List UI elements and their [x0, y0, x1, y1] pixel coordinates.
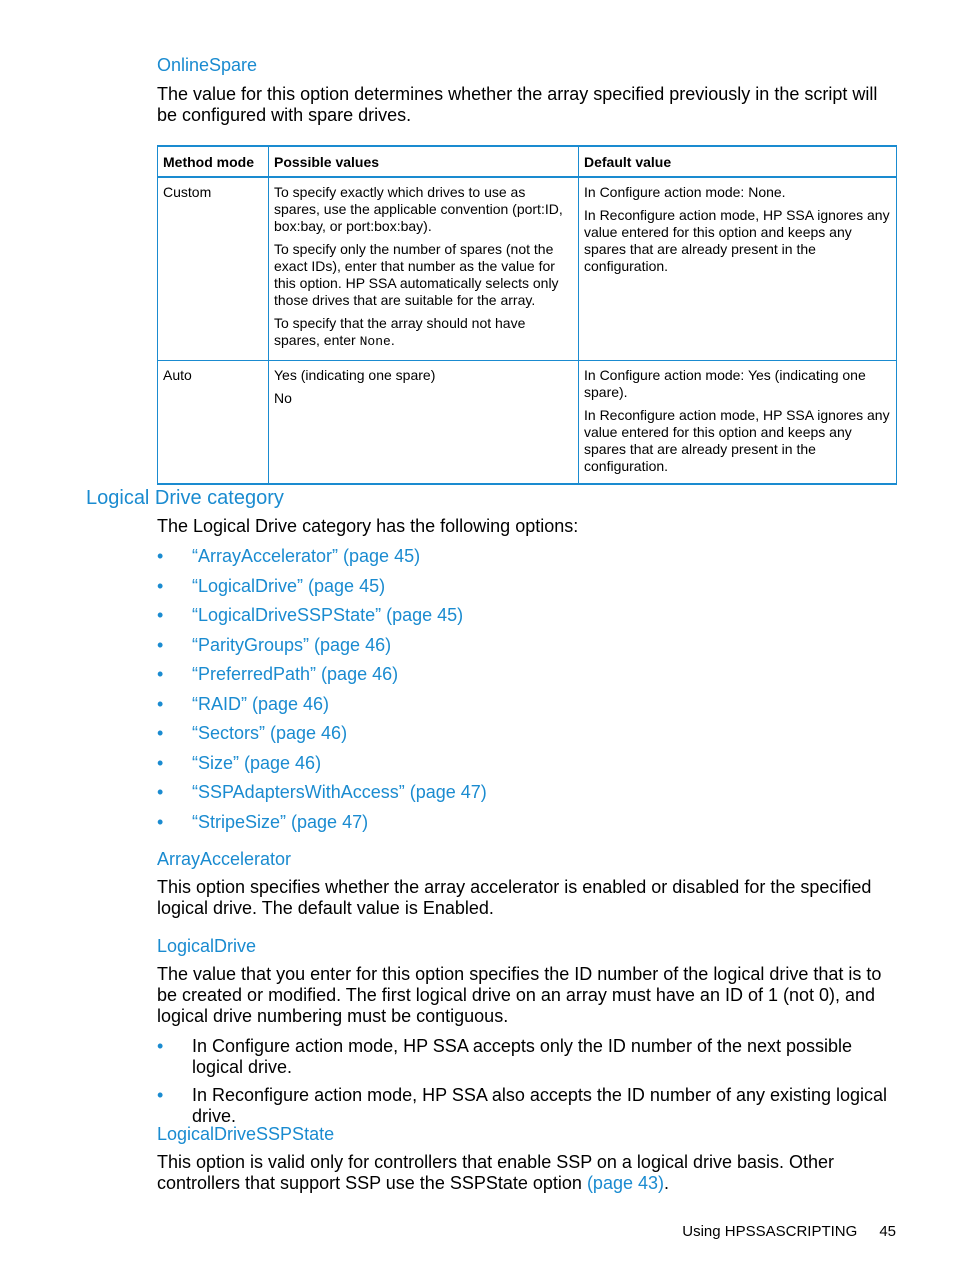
- list-item: [157, 663, 487, 693]
- option-link[interactable]: “ArrayAccelerator” (page 45): [192, 546, 421, 566]
- list-item: [157, 634, 487, 664]
- list-item: [157, 575, 487, 605]
- code-none: None: [359, 334, 391, 349]
- option-link[interactable]: “Size” (page 46): [192, 752, 322, 773]
- cell-text-suffix: .: [390, 332, 395, 348]
- option-link[interactable]: “LogicalDriveSSPState” (page 45): [192, 605, 464, 625]
- cell-possible: [269, 360, 579, 484]
- bullet-icon: •: [157, 664, 164, 684]
- logicaldrive-bullets: [157, 1036, 902, 1127]
- header-possible-values: Possible values: [269, 146, 579, 177]
- cell-default: [579, 177, 897, 360]
- option-link[interactable]: “RAID” (page 46): [192, 693, 330, 714]
- cell-possible: [269, 177, 579, 360]
- footer-section-title: Using HPSSASCRIPTING: [682, 1223, 858, 1240]
- bullet-icon: •: [157, 811, 164, 832]
- table-row: [158, 177, 897, 360]
- bullet-icon: •: [157, 634, 164, 655]
- option-link[interactable]: “ParityGroups” (page 46): [192, 634, 392, 655]
- cell-text: [274, 315, 573, 350]
- heading-logicaldrivesspstate: LogicalDriveSSPState: [157, 1124, 335, 1144]
- arrayaccelerator-description: This option specifies whether the array accelerator is enabled or disabled for the specified logical drive. The default value is Enabled.: [157, 877, 872, 918]
- bullet-text: In Reconfigure action mode, HP SSA also accepts the ID number of any existing logical drive.: [192, 1085, 888, 1126]
- page-43-link[interactable]: (page 43): [586, 1173, 664, 1193]
- bullet-icon: •: [157, 723, 164, 743]
- cell-text: To specify only the number of spares (not the exact IDs), enter that number as the value for this option. HP SSA automatically selects only those drives that are suitable for the array.: [274, 241, 559, 308]
- list-item: [157, 1036, 902, 1078]
- table-header-row: [158, 146, 897, 177]
- option-link[interactable]: “LogicalDrive” (page 45): [192, 575, 386, 596]
- cell-text-prefix: To specify that the array should not have spares, enter: [274, 315, 526, 348]
- cell-text: In Configure action mode: Yes (indicating one spare).: [584, 366, 866, 400]
- cell-mode: Custom: [158, 177, 269, 360]
- option-link[interactable]: “StripeSize” (page 47): [192, 811, 369, 832]
- heading-onlinespare: OnlineSpare: [157, 55, 258, 75]
- bullet-icon: •: [157, 752, 164, 773]
- option-link[interactable]: “SSPAdaptersWithAccess” (page 47): [192, 782, 487, 802]
- heading-arrayaccelerator: ArrayAccelerator: [157, 849, 292, 869]
- cell-text: To specify exactly which drives to use as spares, use the applicable convention (port:ID, box:bay, or port:box:bay).: [274, 184, 563, 234]
- cell-text: No: [274, 389, 292, 406]
- option-link[interactable]: “PreferredPath” (page 46): [192, 664, 399, 684]
- onlinespare-description: The value for this option determines whether the array specified previously in the script will be configured with spare drives.: [157, 84, 878, 125]
- cell-text: In Reconfigure action mode, HP SSA ignores any value entered for this option and keeps any spares that are already present in the configuration.: [584, 207, 890, 274]
- description-suffix: .: [664, 1173, 670, 1193]
- header-method-mode: Method mode: [158, 146, 269, 177]
- description-text: This option is valid only for controllers that enable SSP on a logical drive basis. Other controllers that support SSP use the SSPState option: [157, 1152, 835, 1193]
- cell-text: In Reconfigure action mode, HP SSA ignores any value entered for this option and keeps any spares that are already present in the configuration.: [584, 406, 890, 474]
- bullet-icon: •: [157, 605, 164, 625]
- table-row: [158, 360, 897, 484]
- page-number: 45: [879, 1223, 896, 1240]
- heading-logical-drive-category: Logical Drive category: [86, 487, 284, 509]
- heading-logicaldrive: LogicalDrive: [157, 936, 257, 956]
- bullet-icon: •: [157, 1085, 164, 1105]
- list-item: [157, 604, 487, 634]
- logicaldrive-description: The value that you enter for this option specifies the ID number of the logical drive that is to be created or modified. The first logical drive on an array must have an ID of 1 (not 0), and logical drive numbering must be contiguous.: [157, 964, 882, 1026]
- bullet-icon: •: [157, 693, 164, 714]
- list-item: [157, 722, 487, 752]
- header-default-value: Default value: [579, 146, 897, 177]
- bullet-text: In Configure action mode, HP SSA accepts only the ID number of the next possible logical drive.: [192, 1036, 853, 1077]
- list-item: [157, 781, 487, 811]
- option-link-list: [157, 545, 487, 840]
- list-item: [157, 1085, 902, 1127]
- page-footer: [682, 1223, 896, 1240]
- list-item: [157, 693, 487, 723]
- bullet-icon: •: [157, 575, 164, 596]
- logicaldrivesspstate-description: [157, 1152, 902, 1194]
- cell-default: [579, 360, 897, 484]
- bullet-icon: •: [157, 1036, 164, 1056]
- cell-mode: Auto: [158, 360, 269, 484]
- bullet-icon: •: [157, 546, 164, 566]
- bullet-icon: •: [157, 782, 164, 802]
- cell-text: In Configure action mode: None.: [584, 184, 786, 200]
- list-item: [157, 811, 487, 841]
- logical-drive-category-intro: The Logical Drive category has the following options:: [157, 516, 579, 536]
- list-item: [157, 752, 487, 782]
- list-item: [157, 545, 487, 575]
- onlinespare-table: [157, 145, 897, 485]
- option-link[interactable]: “Sectors” (page 46): [192, 723, 348, 743]
- cell-text: Yes (indicating one spare): [274, 366, 436, 383]
